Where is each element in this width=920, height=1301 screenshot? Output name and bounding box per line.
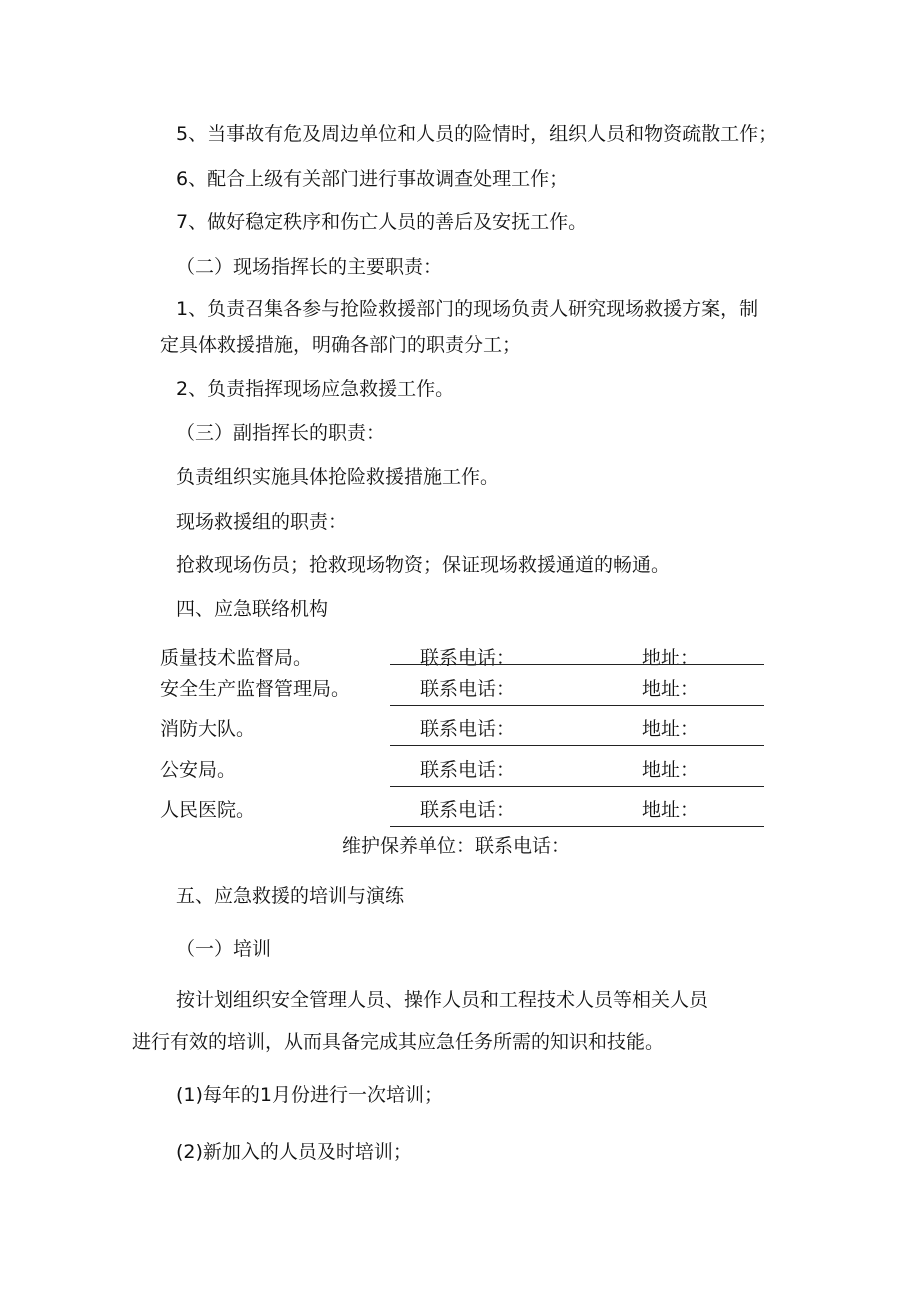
fill-in-line [390, 664, 764, 665]
contact-addr-label: 地址： [642, 799, 700, 821]
contact-tel-label: 联系电话： [420, 718, 516, 740]
contact-tel-label: 联系电话： [420, 647, 516, 669]
contact-org: 安全生产监督管理局。 [160, 678, 351, 700]
commander-duty-1-line2: 定具体救援措施，明确各部门的职责分工； [160, 334, 522, 356]
contact-row [160, 717, 764, 747]
deputy-duty: 负责组织实施具体抢险救援措施工作。 [176, 466, 500, 488]
commander-duty-1-line1: 1、负责召集各参与抢险救援部门的现场负责人研究现场救援方案，制 [176, 298, 759, 320]
contact-org: 公安局。 [160, 759, 237, 781]
contact-addr-label: 地址： [642, 647, 700, 669]
contact-row [160, 758, 764, 788]
fill-in-line [390, 745, 764, 746]
contact-org: 消防大队。 [160, 718, 256, 740]
fill-in-line [390, 826, 764, 827]
contact-tel-label: 联系电话： [420, 759, 516, 781]
training-paragraph-line2: 进行有效的培训，从而具备完成其应急任务所需的知识和技能。 [132, 1031, 665, 1053]
duty-item-5: 5、当事故有危及周边单位和人员的险情时，组织人员和物资疏散工作； [176, 123, 778, 145]
section-heading-contacts: 四、应急联络机构 [176, 598, 329, 620]
contact-row [160, 677, 764, 707]
contact-addr-label: 地址： [642, 718, 700, 740]
fill-in-line [390, 786, 764, 787]
contact-tel-label: 联系电话： [420, 678, 516, 700]
contact-org: 质量技术监督局。 [160, 647, 313, 669]
contact-row [160, 798, 764, 828]
contact-org: 人民医院。 [160, 799, 256, 821]
section-heading-deputy: （三）副指挥长的职责： [176, 422, 386, 444]
training-item-1: (1)每年的1月份进行一次培训； [176, 1084, 444, 1106]
commander-duty-2: 2、负责指挥现场应急救援工作。 [176, 378, 455, 400]
duty-item-7: 7、做好稳定秩序和伤亡人员的善后及安抚工作。 [176, 211, 588, 233]
contact-addr-label: 地址： [642, 759, 700, 781]
contact-addr-label: 地址： [642, 678, 700, 700]
rescue-group-duty: 抢救现场伤员；抢救现场物资；保证现场救援通道的畅通。 [176, 554, 671, 576]
duty-item-6: 6、配合上级有关部门进行事故调查处理工作； [176, 168, 569, 190]
fill-in-line [390, 705, 764, 706]
subsection-heading-training: （一）培训 [176, 938, 272, 960]
contact-tel-label: 联系电话： [420, 799, 516, 821]
section-heading-commander: （二）现场指挥长的主要职责： [176, 256, 443, 278]
section-heading-training: 五、应急救援的培训与演练 [176, 885, 405, 907]
training-paragraph-line1: 按计划组织安全管理人员、操作人员和工程技术人员等相关人员 [176, 989, 709, 1011]
contact-row [160, 646, 764, 676]
training-item-2: (2)新加入的人员及时培训； [176, 1141, 412, 1163]
rescue-group-heading: 现场救援组的职责： [176, 511, 348, 533]
maintenance-contact: 维护保养单位：联系电话： [342, 835, 571, 857]
